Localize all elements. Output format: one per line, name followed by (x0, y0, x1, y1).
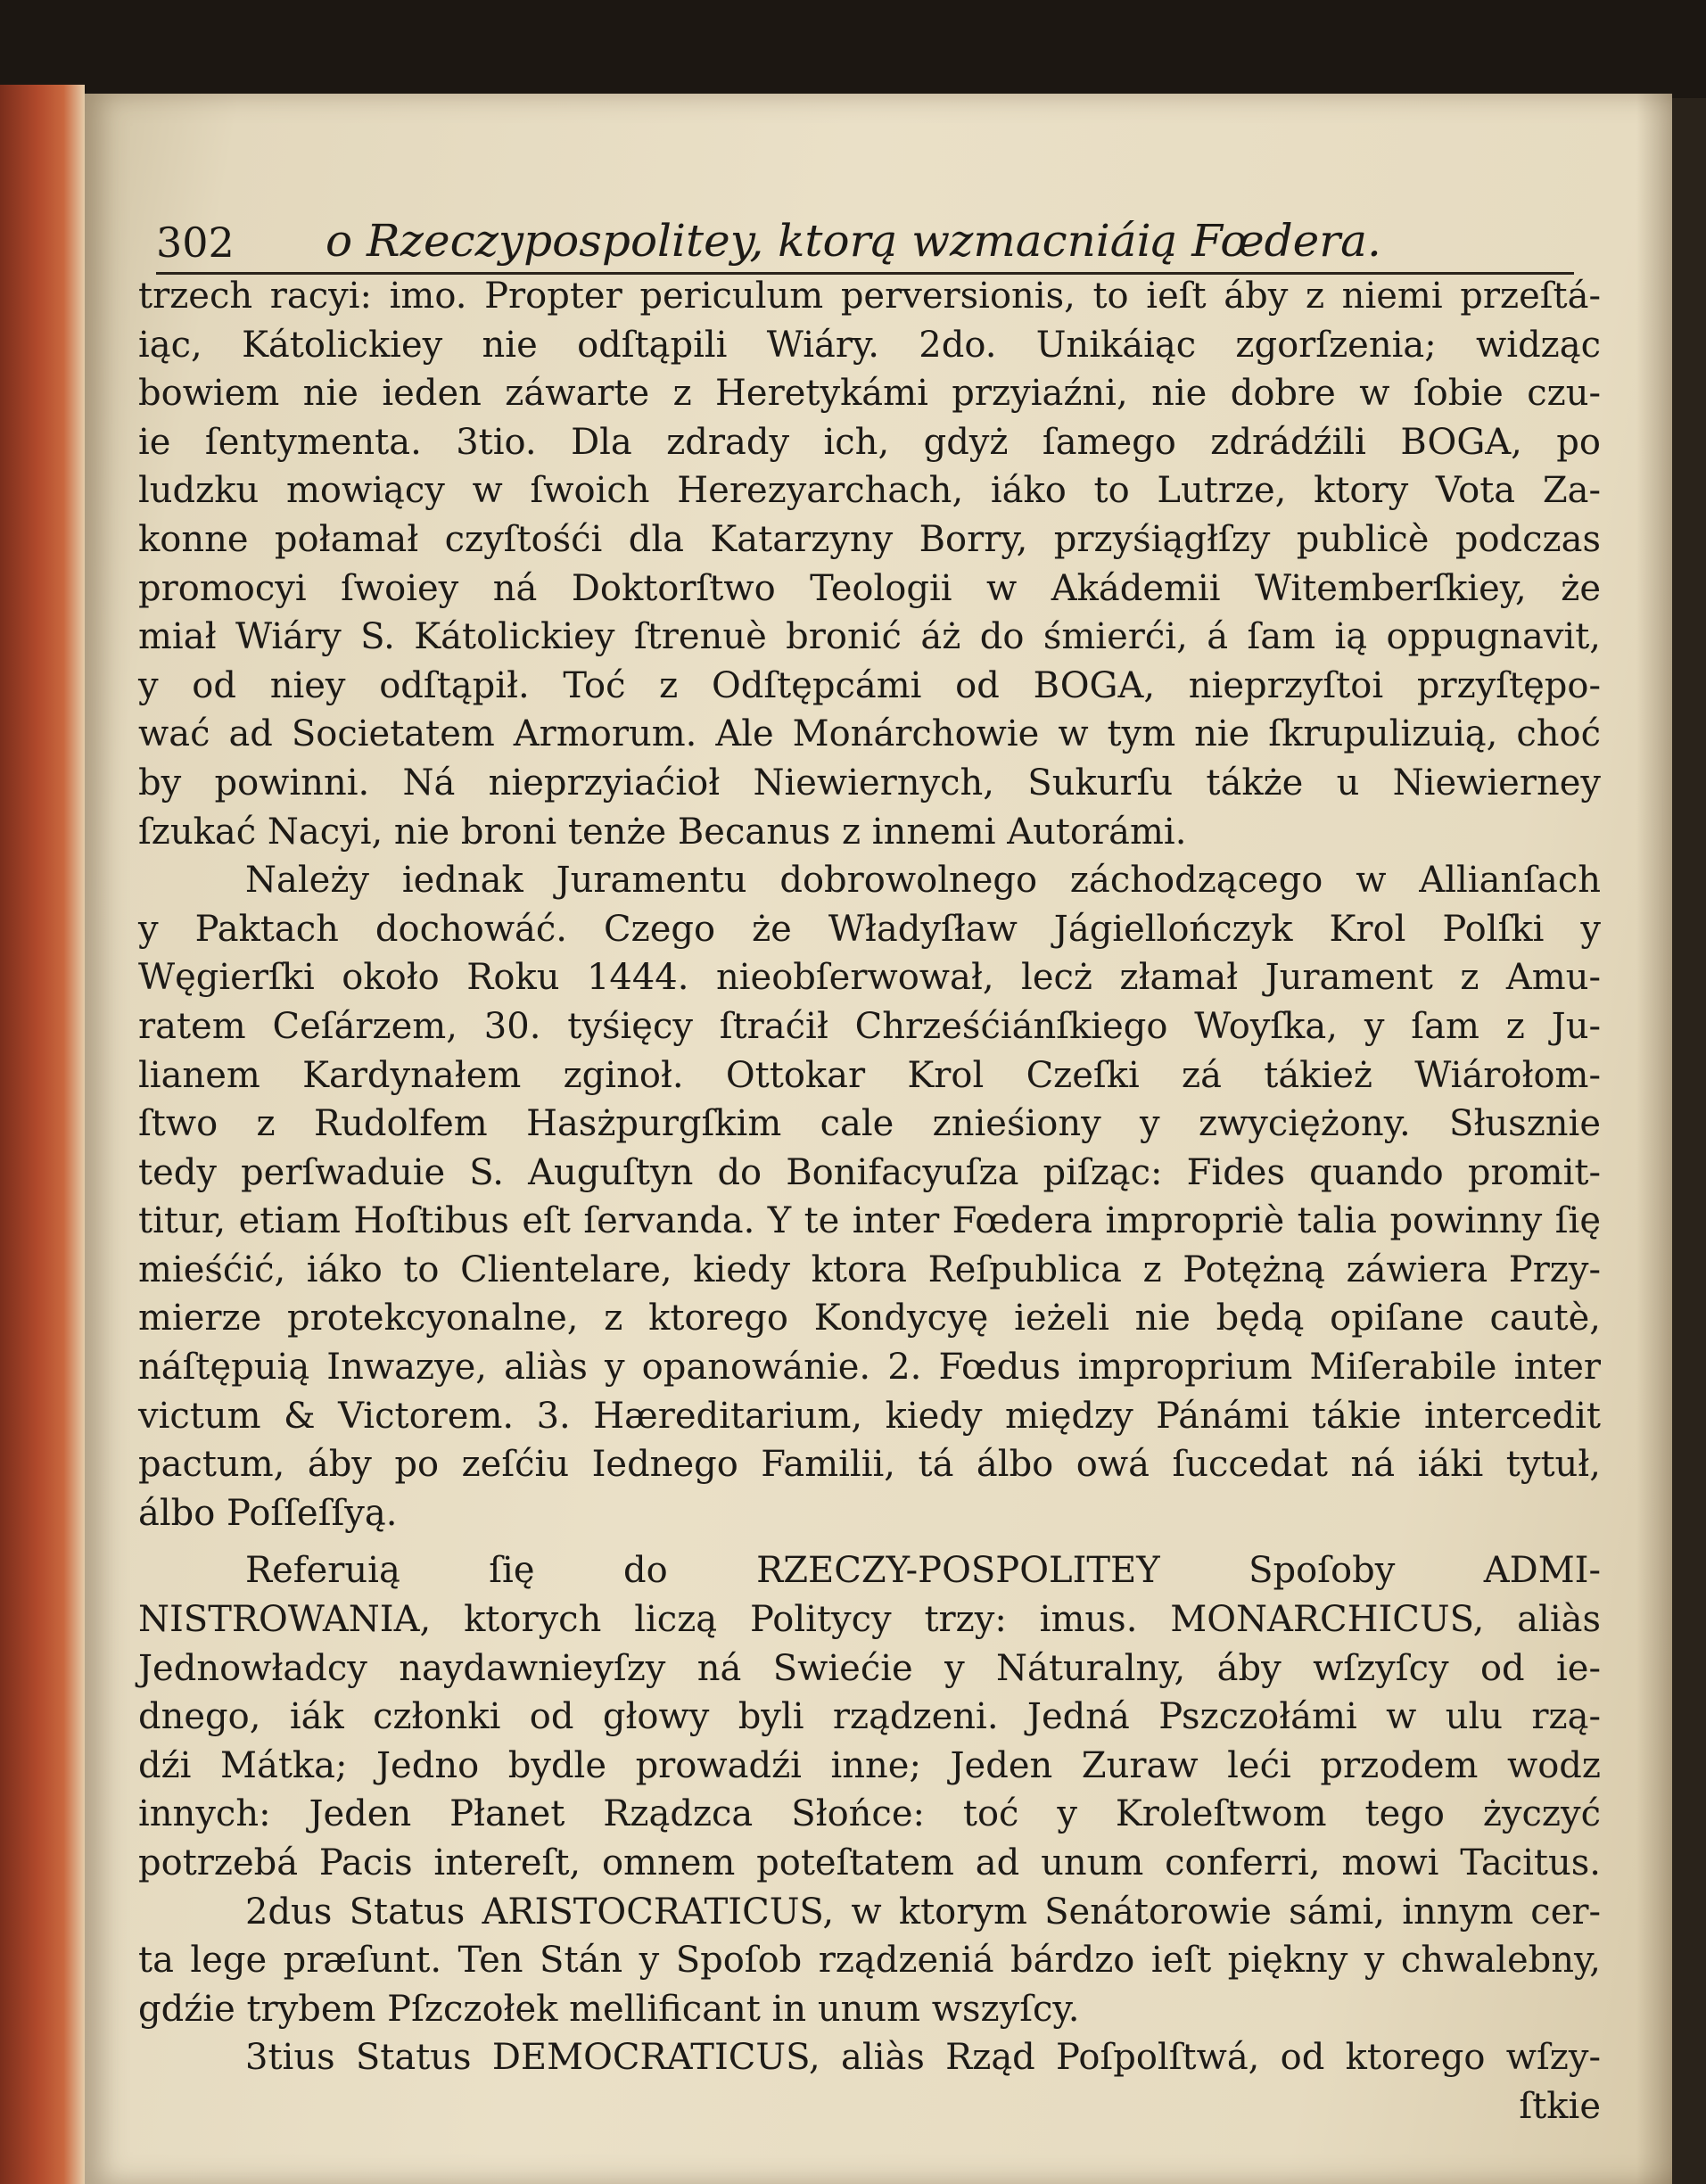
catchword: ſtkie (1519, 2085, 1601, 2127)
text-line: Węgierſki około Roku 1444. nieobſerwował, lecż złamał Jurament z Amu- (138, 957, 1601, 999)
text-line: iąc, Kátolickiey nie odſtąpili Wiáry. 2do. Unikáiąc zgorſzenia; widząc (138, 324, 1601, 366)
text-line: NISTROWANIA, ktorych liczą Politycy trzy: imus. MONARCHICUS, aliàs (138, 1599, 1601, 1641)
text-line: dnego, iák członki od głowy byli rządzeni. Jedná Pszczołámi w ulu rzą- (138, 1696, 1601, 1738)
text-line: mieśćić, iáko to Clientelare, kiedy ktora Reſpublica z Potężną záwiera Przy- (138, 1249, 1601, 1290)
text-line: bowiem nie ieden záwarte z Heretykámi przyiaźni, nie dobre w ſobie czu- (138, 373, 1601, 415)
body-text (138, 272, 1601, 2131)
text-line: ie ſentymenta. 3tio. Dla zdrady ich, gdyż ſamego zdrádźili BOGA, po (138, 421, 1601, 463)
text-line: potrzebá Pacis intereſt, omnem poteſtatem ad unum conferri, mowi Tacitus. (138, 1842, 1601, 1883)
running-head (156, 210, 1574, 275)
text-line: pactum, áby po zeſćiu Iednego Familii, tá álbo owá ſuccedat ná iáki tytuł, (138, 1444, 1601, 1486)
text-line: tedy perſwaduie S. Auguſtyn do Bonifacyuſza piſząc: Fides quando promit- (138, 1151, 1601, 1193)
text-line: victum & Victorem. 3. Hæreditarium, kiedy między Pánámi tákie intercedit (138, 1395, 1601, 1437)
page-shadow (1636, 94, 1672, 2184)
text-line: by powinni. Ná nieprzyiaćioł Niewiernych, Sukurſu tákże u Niewierney (138, 762, 1601, 804)
book-page (85, 94, 1672, 2184)
paragraph-gap (138, 1537, 1601, 1546)
text-line: lianem Kardynałem zginoł. Ottokar Krol Czeſki zá tákież Wiárołom- (138, 1054, 1601, 1096)
text-line: wać ad Societatem Armorum. Ale Monárchowie w tym nie ſkrupulizuią, choć (138, 713, 1601, 755)
text-line: y od niey odſtąpił. Toć z Odſtępcámi od BOGA, nieprzyſtoi przyſtępo- (138, 664, 1601, 706)
text-line: promocyi ſwoiey ná Doktorſtwo Teologii w Akádemii Witemberſkiey, że (138, 567, 1601, 609)
text-line: y Paktach dochowáć. Czego że Władyſław Jágiellończyk Krol Polſki y (138, 908, 1601, 950)
paragraph-start-line: Referuią ſię do RZECZY-POSPOLITEY Spoſoby ADMI- (245, 1550, 1601, 1592)
text-line: dźi Mátka; Jedno bydle prowadźi inne; Jeden Zuraw leći przodem wodz (138, 1744, 1601, 1786)
text-line: Jednowładcy naydawnieyſzy ná Swiećie y Náturalny, áby wſzyſcy od ie- (138, 1647, 1601, 1689)
text-line: trzech racyi: imo. Propter periculum perversionis, to ieſt áby z niemi przeſtá- (138, 276, 1601, 317)
text-line: miał Wiáry S. Kátolickiey ſtrenuè bronić áż do śmierći, á ſam ią oppugnavit, (138, 616, 1601, 658)
running-head-title: o Rzeczypospolitey, ktorą wzmacniáią Fœdera. (326, 215, 1381, 267)
page-number: 302 (156, 218, 235, 267)
text-line: ludzku mowiący w ſwoich Herezyarchach, iáko to Lutrze, ktory Vota Za- (138, 470, 1601, 512)
paragraph-start-line: 2dus Status ARISTOCRATICUS, w ktorym Senátorowie sámi, innym cer- (245, 1891, 1601, 1933)
text-line: ratem Ceſárzem, 30. tyśięcy ſtraćił Chrześćiánſkiego Woyſka, y ſam z Ju- (138, 1005, 1601, 1047)
text-line: náſtępuią Inwazye, aliàs y opanowánie. 2. Fœdus improprium Miſerabile inter (138, 1347, 1601, 1389)
text-line: mierze protekcyonalne, z ktorego Kondycyę ieżeli nie będą opiſane cautè, (138, 1298, 1601, 1339)
text-line: álbo Poſſeſſyą. (138, 1492, 398, 1534)
paragraph-start-line: Należy iednak Juramentu dobrowolnego záchodzącego w Allianſach (245, 860, 1601, 902)
text-line: konne połamał czyſtośći dla Katarzyny Borry, przyśiągłſzy publicè podczas (138, 518, 1601, 560)
text-line: gdźie trybem Pſzczołek mellificant in unum wszyſcy. (138, 1988, 1080, 2030)
text-line: ſtwo z Rudolfem Hasżpurgſkim cale znieśiony y zwyciężony. Słusznie (138, 1103, 1601, 1145)
book-page-edges (0, 85, 85, 2184)
text-line: innych: Jeden Płanet Rządzca Słońce: toć y Kroleſtwom tego życzyć (138, 1793, 1601, 1835)
text-line: titur, etiam Hoſtibus eſt ſervanda. Y te inter Fœdera impropriè talia powinny ſię (138, 1200, 1601, 1242)
text-line: ſzukać Nacyi, nie broni tenże Becanus z innemi Autorámi. (138, 811, 1187, 853)
text-line: ta lege præſunt. Ten Stán y Spoſob rządzeniá bárdzo ieſt piękny y chwalebny, (138, 1940, 1601, 1982)
scan-background (0, 0, 1706, 98)
paragraph-start-line: 3tius Status DEMOCRATICUS, aliàs Rząd Poſpolſtwá, od ktorego wſzy- (245, 2037, 1601, 2079)
